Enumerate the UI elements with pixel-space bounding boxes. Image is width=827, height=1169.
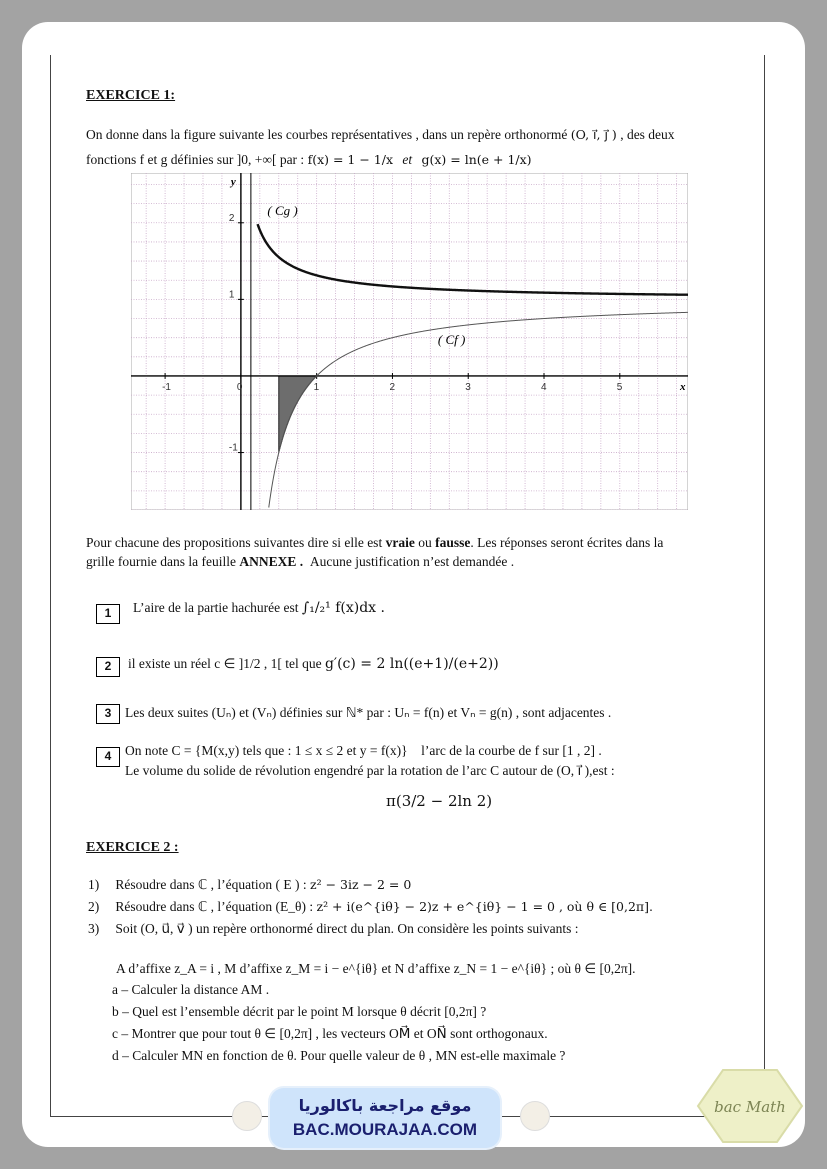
- exercise2-title: EXERCICE 2 :: [86, 840, 179, 855]
- sub-question-c: c – Montrer que pour tout θ ∈ [0,2π] , les vecteurs OM⃗ et ON⃗ sont orthogonaux.: [112, 1026, 548, 1041]
- g-definition: g(x) = ln(e + 1/x): [421, 152, 532, 167]
- y-tick-label: 2: [228, 212, 235, 224]
- curve-g-label: ( Cg ): [267, 203, 298, 219]
- x-tick-label: 4: [541, 381, 547, 393]
- y-tick-label: 1: [228, 289, 235, 301]
- proposition-1-number: 1: [96, 604, 120, 624]
- graph-border: [131, 173, 688, 510]
- points-definition: A d’affixe z_A = i , M d’affixe z_M = i − e^{iθ} et N d’affixe z_N = 1 − e^{iθ} ; où θ ∈ [0,2π].: [116, 961, 636, 976]
- proposition-4-number: 4: [96, 747, 120, 767]
- curve-f-label: ( Cf ): [437, 331, 466, 347]
- x-tick-label: 3: [465, 381, 471, 393]
- x-tick-label: 5: [616, 381, 623, 393]
- footer-url-link[interactable]: BAC.MOURAJAA.COM: [292, 1120, 478, 1139]
- proposition-2-number: 2: [96, 657, 120, 677]
- exercise2-item-3: 3) Soit (O, u⃗, v⃗ ) un repère orthonormé direct du plan. On considère les points suivants :: [88, 921, 579, 936]
- site-logo-left: [232, 1101, 262, 1131]
- sub-question-b: b – Quel est l’ensemble décrit par le point M lorsque θ décrit [0,2π] ?: [112, 1004, 487, 1019]
- instructions-line2: grille fournie dans la feuille ANNEXE . Aucune justification n’est demandée .: [86, 554, 515, 569]
- instructions-line1: Pour chacune des propositions suivantes dire si elle est vraie ou fausse. Les réponses seront écrites dans la: [86, 535, 664, 550]
- exercise1-intro-line1: On donne dans la figure suivante les courbes représentatives , dans un repère orthonormé (O, i⃗, j⃗ ) , des deux: [86, 127, 675, 142]
- exercise2-item-1: 1) Résoudre dans ℂ , l’équation ( E ) : z² − 3iz − 2 = 0: [88, 877, 412, 892]
- proposition-3-text: Les deux suites (Uₙ) et (Vₙ) définies sur ℕ* par : Uₙ = f(n) et Vₙ = g(n) , sont adjacentes .: [125, 705, 612, 720]
- proposition-2-text: il existe un réel c ∈ ]1/2 , 1[ tel que g′(c) = 2 ln((e+1)/(e+2)): [128, 656, 499, 672]
- footer-arabic-title: موقع مراجعة باكالوريا: [298, 1096, 472, 1115]
- proposition-4-math: π(3/2 − 2ln 2): [386, 792, 493, 810]
- proposition-3-number: 3: [96, 704, 120, 724]
- exercise1-title: EXERCICE 1:: [86, 88, 176, 103]
- x-tick-label: -1: [162, 381, 172, 393]
- y-tick-label: -1: [228, 442, 238, 454]
- x-axis-label: x: [680, 380, 686, 393]
- proposition-4-text: On note C = {M(x,y) tels que : 1 ≤ x ≤ 2 et y = f(x)} l’arc de la courbe de f sur [1 , 2] .: [125, 743, 602, 758]
- proposition-1-text: L’aire de la partie hachurée est ∫₁/₂¹ f(x)dx .: [133, 600, 385, 616]
- bac-math-logo: [696, 1068, 804, 1144]
- svg-text:bac Math: bac Math: [714, 1098, 786, 1116]
- x-tick-label: 0: [236, 381, 243, 393]
- f-definition: f(x) = 1 − 1/x: [307, 152, 393, 167]
- sub-question-d: d – Calculer MN en fonction de θ. Pour quelle valeur de θ , MN est-elle maximale ?: [112, 1048, 566, 1063]
- sub-question-a: a – Calculer la distance AM .: [112, 982, 270, 997]
- proposition-4-text2: Le volume du solide de révolution engendré par la rotation de l’arc C autour de (O, i⃗ ),est :: [125, 763, 615, 778]
- x-tick-label: 1: [313, 381, 320, 393]
- x-tick-label: 2: [389, 381, 396, 393]
- y-axis-label: y: [230, 176, 236, 188]
- footer-banner[interactable]: [270, 1088, 500, 1148]
- exercise2-item-2: 2) Résoudre dans ℂ , l’équation (E_θ) : z² + i(e^{iθ} − 2)z + e^{iθ} − 1 = 0 , où θ ∈ [0,2π].: [88, 899, 653, 914]
- site-logo-right: [520, 1101, 550, 1131]
- exercise1-intro-line2: fonctions f et g définies sur ]0, +∞[ par : f(x) = 1 − 1/x et g(x) = ln(e + 1/x): [86, 152, 532, 167]
- function-graph: [131, 173, 688, 510]
